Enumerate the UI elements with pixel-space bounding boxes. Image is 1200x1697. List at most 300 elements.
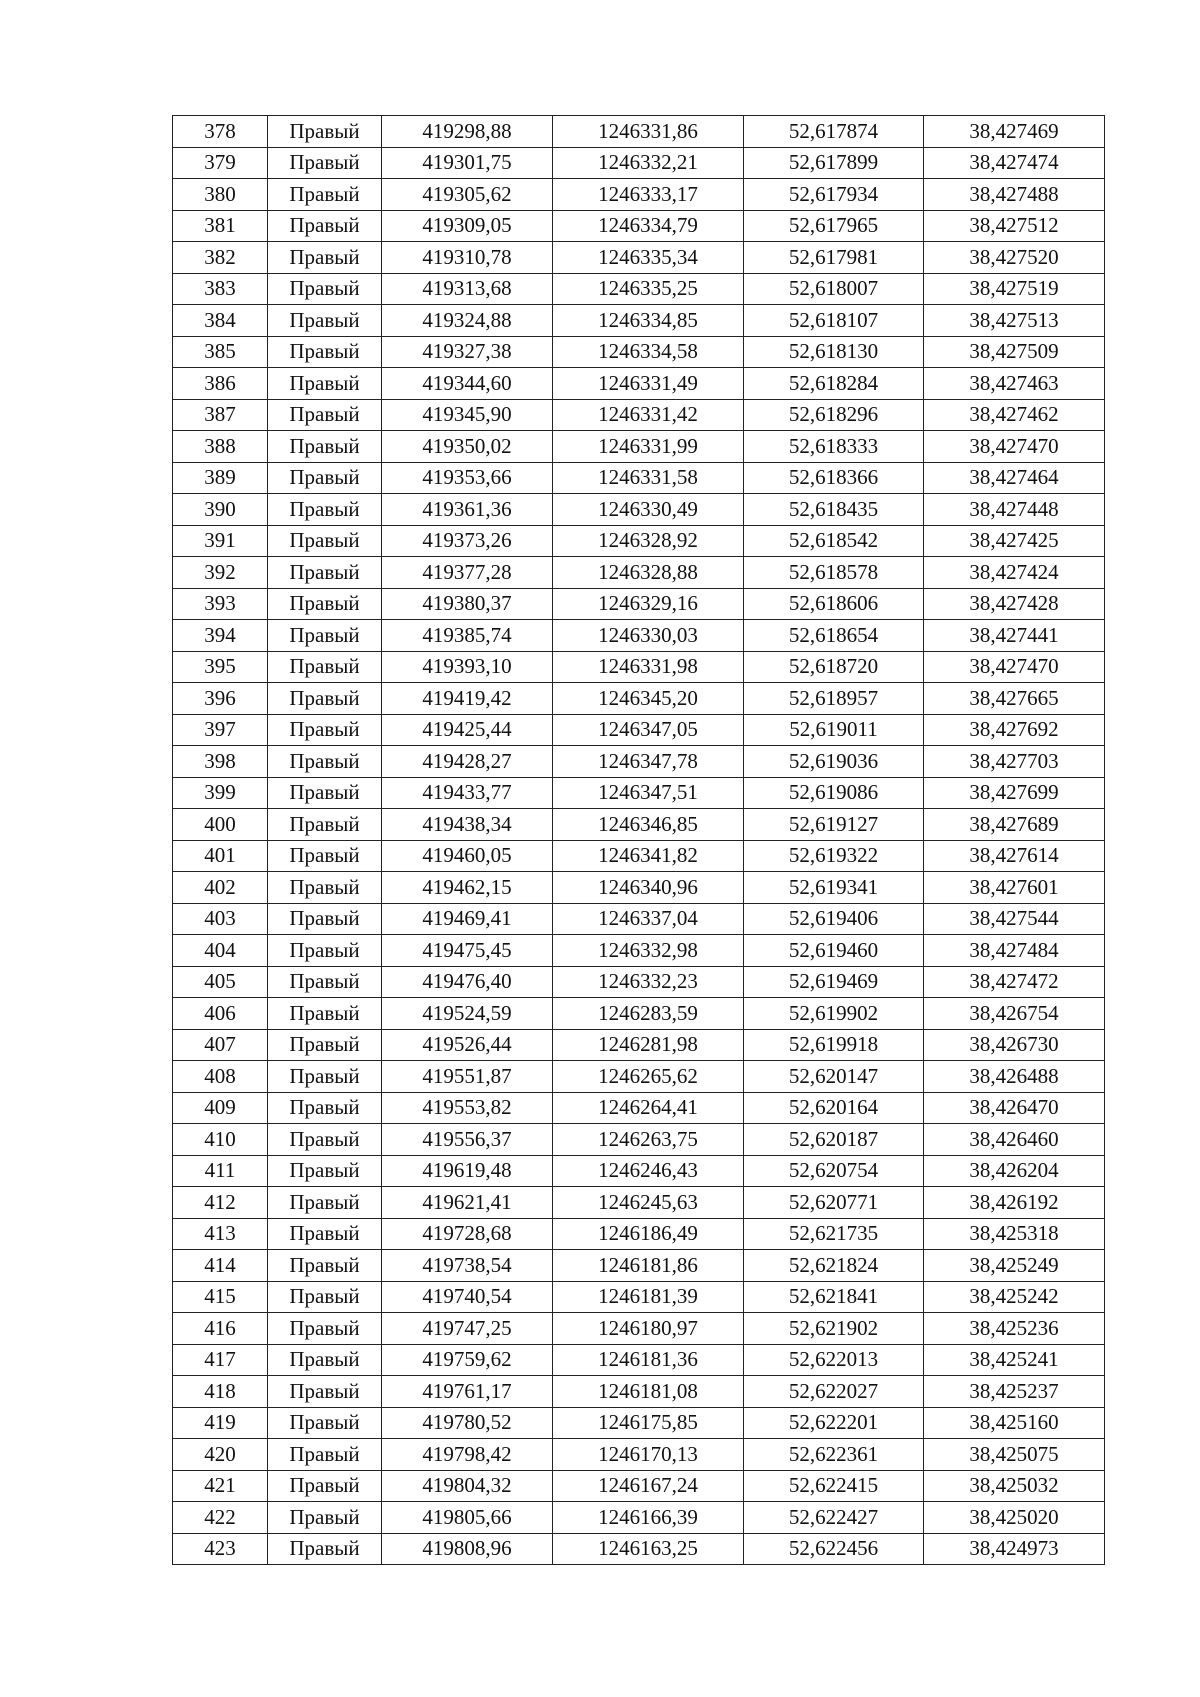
cell-longitude: 38,427470	[924, 431, 1105, 463]
cell-point-number: 381	[173, 210, 268, 242]
cell-coord-x: 419460,05	[382, 840, 553, 872]
cell-latitude: 52,619460	[744, 935, 924, 967]
cell-point-number: 411	[173, 1155, 268, 1187]
cell-longitude: 38,427424	[924, 557, 1105, 589]
cell-coord-y: 1246281,98	[553, 1029, 744, 1061]
cell-point-number: 386	[173, 368, 268, 400]
table-row	[173, 1029, 1105, 1061]
cell-bank-side: Правый	[268, 305, 382, 337]
cell-coord-x: 419345,90	[382, 399, 553, 431]
cell-coord-y: 1246166,39	[553, 1502, 744, 1534]
cell-longitude: 38,427425	[924, 525, 1105, 557]
table-row	[173, 1155, 1105, 1187]
cell-latitude: 52,620187	[744, 1124, 924, 1156]
cell-latitude: 52,621902	[744, 1313, 924, 1345]
table-row	[173, 746, 1105, 778]
cell-bank-side: Правый	[268, 620, 382, 652]
cell-latitude: 52,618542	[744, 525, 924, 557]
cell-coord-y: 1246186,49	[553, 1218, 744, 1250]
cell-longitude: 38,425020	[924, 1502, 1105, 1534]
cell-coord-x: 419377,28	[382, 557, 553, 589]
table-row	[173, 1092, 1105, 1124]
cell-coord-y: 1246245,63	[553, 1187, 744, 1219]
cell-bank-side: Правый	[268, 651, 382, 683]
cell-latitude: 52,618333	[744, 431, 924, 463]
cell-longitude: 38,427463	[924, 368, 1105, 400]
cell-longitude: 38,427464	[924, 462, 1105, 494]
cell-coord-x: 419556,37	[382, 1124, 553, 1156]
cell-longitude: 38,425160	[924, 1407, 1105, 1439]
cell-point-number: 405	[173, 966, 268, 998]
table-row	[173, 998, 1105, 1030]
cell-longitude: 38,427703	[924, 746, 1105, 778]
table-row	[173, 1313, 1105, 1345]
cell-point-number: 410	[173, 1124, 268, 1156]
table-row	[173, 1533, 1105, 1565]
cell-latitude: 52,619406	[744, 903, 924, 935]
cell-bank-side: Правый	[268, 273, 382, 305]
cell-point-number: 398	[173, 746, 268, 778]
cell-longitude: 38,425032	[924, 1470, 1105, 1502]
cell-latitude: 52,619036	[744, 746, 924, 778]
cell-latitude: 52,621735	[744, 1218, 924, 1250]
cell-latitude: 52,618957	[744, 683, 924, 715]
cell-latitude: 52,618435	[744, 494, 924, 526]
cell-longitude: 38,424973	[924, 1533, 1105, 1565]
table-row	[173, 147, 1105, 179]
cell-bank-side: Правый	[268, 683, 382, 715]
cell-bank-side: Правый	[268, 1344, 382, 1376]
cell-coord-y: 1246283,59	[553, 998, 744, 1030]
table-row	[173, 1187, 1105, 1219]
cell-point-number: 390	[173, 494, 268, 526]
cell-bank-side: Правый	[268, 210, 382, 242]
cell-bank-side: Правый	[268, 399, 382, 431]
cell-longitude: 38,426192	[924, 1187, 1105, 1219]
table-row	[173, 966, 1105, 998]
cell-point-number: 399	[173, 777, 268, 809]
cell-coord-x: 419805,66	[382, 1502, 553, 1534]
table-row	[173, 431, 1105, 463]
cell-coord-y: 1246347,51	[553, 777, 744, 809]
cell-longitude: 38,427601	[924, 872, 1105, 904]
cell-coord-x: 419393,10	[382, 651, 553, 683]
cell-longitude: 38,427469	[924, 116, 1105, 148]
table-row	[173, 714, 1105, 746]
table-row	[173, 1502, 1105, 1534]
cell-point-number: 378	[173, 116, 268, 148]
cell-coord-y: 1246334,85	[553, 305, 744, 337]
cell-bank-side: Правый	[268, 1502, 382, 1534]
cell-point-number: 408	[173, 1061, 268, 1093]
cell-coord-x: 419419,42	[382, 683, 553, 715]
cell-latitude: 52,619341	[744, 872, 924, 904]
table-row	[173, 651, 1105, 683]
cell-point-number: 384	[173, 305, 268, 337]
cell-coord-y: 1246330,49	[553, 494, 744, 526]
cell-latitude: 52,620771	[744, 1187, 924, 1219]
cell-bank-side: Правый	[268, 1218, 382, 1250]
cell-coord-x: 419462,15	[382, 872, 553, 904]
cell-longitude: 38,426488	[924, 1061, 1105, 1093]
cell-coord-x: 419524,59	[382, 998, 553, 1030]
table-row	[173, 1407, 1105, 1439]
cell-point-number: 400	[173, 809, 268, 841]
cell-point-number: 392	[173, 557, 268, 589]
cell-bank-side: Правый	[268, 588, 382, 620]
cell-coord-y: 1246337,04	[553, 903, 744, 935]
cell-coord-x: 419425,44	[382, 714, 553, 746]
cell-point-number: 383	[173, 273, 268, 305]
cell-coord-x: 419361,36	[382, 494, 553, 526]
cell-bank-side: Правый	[268, 1439, 382, 1471]
cell-latitude: 52,619918	[744, 1029, 924, 1061]
coordinates-table-body	[173, 116, 1105, 1565]
cell-point-number: 422	[173, 1502, 268, 1534]
cell-bank-side: Правый	[268, 998, 382, 1030]
cell-point-number: 402	[173, 872, 268, 904]
cell-coord-y: 1246264,41	[553, 1092, 744, 1124]
cell-coord-y: 1246328,92	[553, 525, 744, 557]
cell-point-number: 394	[173, 620, 268, 652]
cell-coord-y: 1246331,42	[553, 399, 744, 431]
table-row	[173, 462, 1105, 494]
cell-coord-x: 419780,52	[382, 1407, 553, 1439]
cell-point-number: 420	[173, 1439, 268, 1471]
cell-coord-x: 419305,62	[382, 179, 553, 211]
cell-latitude: 52,617899	[744, 147, 924, 179]
table-row	[173, 588, 1105, 620]
cell-latitude: 52,622361	[744, 1439, 924, 1471]
table-row	[173, 179, 1105, 211]
cell-coord-x: 419298,88	[382, 116, 553, 148]
table-row	[173, 872, 1105, 904]
cell-latitude: 52,618296	[744, 399, 924, 431]
cell-longitude: 38,427441	[924, 620, 1105, 652]
cell-latitude: 52,622427	[744, 1502, 924, 1534]
cell-longitude: 38,425075	[924, 1439, 1105, 1471]
cell-coord-x: 419621,41	[382, 1187, 553, 1219]
cell-latitude: 52,621841	[744, 1281, 924, 1313]
cell-coord-x: 419373,26	[382, 525, 553, 557]
cell-longitude: 38,426754	[924, 998, 1105, 1030]
cell-coord-y: 1246175,85	[553, 1407, 744, 1439]
table-row	[173, 620, 1105, 652]
table-row	[173, 305, 1105, 337]
cell-coord-y: 1246332,98	[553, 935, 744, 967]
cell-coord-y: 1246265,62	[553, 1061, 744, 1093]
cell-latitude: 52,620164	[744, 1092, 924, 1124]
cell-coord-y: 1246332,21	[553, 147, 744, 179]
cell-latitude: 52,620147	[744, 1061, 924, 1093]
cell-coord-y: 1246246,43	[553, 1155, 744, 1187]
cell-latitude: 52,618606	[744, 588, 924, 620]
cell-coord-x: 419385,74	[382, 620, 553, 652]
cell-coord-x: 419619,48	[382, 1155, 553, 1187]
table-row	[173, 525, 1105, 557]
table-row	[173, 336, 1105, 368]
cell-bank-side: Правый	[268, 1281, 382, 1313]
cell-coord-x: 419747,25	[382, 1313, 553, 1345]
cell-coord-x: 419553,82	[382, 1092, 553, 1124]
cell-longitude: 38,427692	[924, 714, 1105, 746]
cell-coord-x: 419728,68	[382, 1218, 553, 1250]
table-row	[173, 840, 1105, 872]
cell-bank-side: Правый	[268, 1187, 382, 1219]
cell-longitude: 38,427470	[924, 651, 1105, 683]
cell-longitude: 38,427513	[924, 305, 1105, 337]
cell-bank-side: Правый	[268, 494, 382, 526]
table-row	[173, 1124, 1105, 1156]
cell-point-number: 416	[173, 1313, 268, 1345]
cell-coord-y: 1246346,85	[553, 809, 744, 841]
cell-latitude: 52,617934	[744, 179, 924, 211]
cell-coord-y: 1246333,17	[553, 179, 744, 211]
table-row	[173, 1376, 1105, 1408]
cell-coord-y: 1246331,49	[553, 368, 744, 400]
cell-latitude: 52,618007	[744, 273, 924, 305]
cell-coord-y: 1246335,34	[553, 242, 744, 274]
cell-bank-side: Правый	[268, 935, 382, 967]
cell-coord-x: 419551,87	[382, 1061, 553, 1093]
cell-point-number: 414	[173, 1250, 268, 1282]
cell-latitude: 52,618284	[744, 368, 924, 400]
table-row	[173, 116, 1105, 148]
cell-point-number: 421	[173, 1470, 268, 1502]
cell-point-number: 412	[173, 1187, 268, 1219]
cell-longitude: 38,426730	[924, 1029, 1105, 1061]
cell-coord-x: 419476,40	[382, 966, 553, 998]
cell-bank-side: Правый	[268, 966, 382, 998]
cell-coord-y: 1246170,13	[553, 1439, 744, 1471]
cell-bank-side: Правый	[268, 242, 382, 274]
cell-coord-y: 1246181,36	[553, 1344, 744, 1376]
cell-bank-side: Правый	[268, 840, 382, 872]
cell-point-number: 415	[173, 1281, 268, 1313]
cell-coord-x: 419380,37	[382, 588, 553, 620]
cell-longitude: 38,427448	[924, 494, 1105, 526]
cell-bank-side: Правый	[268, 179, 382, 211]
cell-coord-y: 1246347,78	[553, 746, 744, 778]
cell-bank-side: Правый	[268, 1092, 382, 1124]
cell-bank-side: Правый	[268, 147, 382, 179]
cell-longitude: 38,425237	[924, 1376, 1105, 1408]
cell-latitude: 52,618130	[744, 336, 924, 368]
cell-point-number: 413	[173, 1218, 268, 1250]
cell-latitude: 52,622456	[744, 1533, 924, 1565]
cell-latitude: 52,618578	[744, 557, 924, 589]
cell-longitude: 38,427472	[924, 966, 1105, 998]
cell-bank-side: Правый	[268, 557, 382, 589]
cell-bank-side: Правый	[268, 746, 382, 778]
cell-longitude: 38,426460	[924, 1124, 1105, 1156]
cell-point-number: 409	[173, 1092, 268, 1124]
table-row	[173, 809, 1105, 841]
cell-coord-x: 419313,68	[382, 273, 553, 305]
cell-longitude: 38,427689	[924, 809, 1105, 841]
cell-bank-side: Правый	[268, 1533, 382, 1565]
cell-coord-x: 419324,88	[382, 305, 553, 337]
cell-coord-y: 1246263,75	[553, 1124, 744, 1156]
cell-coord-x: 419433,77	[382, 777, 553, 809]
cell-longitude: 38,426204	[924, 1155, 1105, 1187]
cell-latitude: 52,622415	[744, 1470, 924, 1502]
cell-bank-side: Правый	[268, 525, 382, 557]
cell-latitude: 52,622027	[744, 1376, 924, 1408]
cell-coord-x: 419310,78	[382, 242, 553, 274]
cell-longitude: 38,427428	[924, 588, 1105, 620]
cell-coord-x: 419475,45	[382, 935, 553, 967]
cell-bank-side: Правый	[268, 1155, 382, 1187]
cell-point-number: 382	[173, 242, 268, 274]
cell-latitude: 52,619902	[744, 998, 924, 1030]
cell-bank-side: Правый	[268, 872, 382, 904]
cell-latitude: 52,621824	[744, 1250, 924, 1282]
table-row	[173, 368, 1105, 400]
cell-longitude: 38,427484	[924, 935, 1105, 967]
cell-latitude: 52,620754	[744, 1155, 924, 1187]
cell-point-number: 407	[173, 1029, 268, 1061]
table-row	[173, 210, 1105, 242]
cell-latitude: 52,618654	[744, 620, 924, 652]
cell-coord-y: 1246330,03	[553, 620, 744, 652]
coordinates-table	[172, 115, 1105, 1565]
cell-bank-side: Правый	[268, 1029, 382, 1061]
cell-bank-side: Правый	[268, 777, 382, 809]
table-row	[173, 399, 1105, 431]
table-row	[173, 494, 1105, 526]
cell-coord-x: 419301,75	[382, 147, 553, 179]
cell-point-number: 395	[173, 651, 268, 683]
cell-coord-y: 1246347,05	[553, 714, 744, 746]
table-row	[173, 1439, 1105, 1471]
cell-bank-side: Правый	[268, 1124, 382, 1156]
table-row	[173, 903, 1105, 935]
cell-bank-side: Правый	[268, 1470, 382, 1502]
cell-longitude: 38,427474	[924, 147, 1105, 179]
cell-point-number: 397	[173, 714, 268, 746]
cell-bank-side: Правый	[268, 714, 382, 746]
cell-coord-y: 1246340,96	[553, 872, 744, 904]
cell-coord-y: 1246180,97	[553, 1313, 744, 1345]
cell-coord-y: 1246334,58	[553, 336, 744, 368]
cell-coord-y: 1246328,88	[553, 557, 744, 589]
cell-bank-side: Правый	[268, 462, 382, 494]
cell-coord-y: 1246331,98	[553, 651, 744, 683]
cell-longitude: 38,425241	[924, 1344, 1105, 1376]
cell-point-number: 406	[173, 998, 268, 1030]
cell-point-number: 423	[173, 1533, 268, 1565]
table-row	[173, 1250, 1105, 1282]
table-row	[173, 1470, 1105, 1502]
cell-coord-y: 1246332,23	[553, 966, 744, 998]
cell-longitude: 38,427544	[924, 903, 1105, 935]
cell-longitude: 38,426470	[924, 1092, 1105, 1124]
cell-bank-side: Правый	[268, 1407, 382, 1439]
cell-latitude: 52,618107	[744, 305, 924, 337]
table-row	[173, 242, 1105, 274]
cell-point-number: 389	[173, 462, 268, 494]
cell-longitude: 38,425236	[924, 1313, 1105, 1345]
cell-coord-x: 419350,02	[382, 431, 553, 463]
cell-coord-y: 1246181,39	[553, 1281, 744, 1313]
cell-point-number: 387	[173, 399, 268, 431]
cell-latitude: 52,617965	[744, 210, 924, 242]
cell-point-number: 393	[173, 588, 268, 620]
table-row	[173, 557, 1105, 589]
cell-coord-y: 1246331,99	[553, 431, 744, 463]
cell-latitude: 52,619322	[744, 840, 924, 872]
cell-point-number: 403	[173, 903, 268, 935]
table-row	[173, 935, 1105, 967]
cell-coord-x: 419327,38	[382, 336, 553, 368]
cell-bank-side: Правый	[268, 336, 382, 368]
cell-point-number: 404	[173, 935, 268, 967]
cell-point-number: 396	[173, 683, 268, 715]
cell-point-number: 419	[173, 1407, 268, 1439]
cell-point-number: 380	[173, 179, 268, 211]
table-row	[173, 1281, 1105, 1313]
cell-longitude: 38,427512	[924, 210, 1105, 242]
cell-longitude: 38,427488	[924, 179, 1105, 211]
cell-bank-side: Правый	[268, 1061, 382, 1093]
cell-bank-side: Правый	[268, 1313, 382, 1345]
table-row	[173, 273, 1105, 305]
cell-coord-x: 419808,96	[382, 1533, 553, 1565]
cell-coord-y: 1246163,25	[553, 1533, 744, 1565]
cell-coord-x: 419344,60	[382, 368, 553, 400]
cell-bank-side: Правый	[268, 116, 382, 148]
cell-coord-x: 419761,17	[382, 1376, 553, 1408]
table-row	[173, 1344, 1105, 1376]
cell-coord-y: 1246335,25	[553, 273, 744, 305]
cell-latitude: 52,619086	[744, 777, 924, 809]
cell-latitude: 52,622013	[744, 1344, 924, 1376]
cell-latitude: 52,619127	[744, 809, 924, 841]
cell-bank-side: Правый	[268, 809, 382, 841]
cell-bank-side: Правый	[268, 1250, 382, 1282]
cell-coord-y: 1246334,79	[553, 210, 744, 242]
cell-longitude: 38,425242	[924, 1281, 1105, 1313]
cell-coord-x: 419740,54	[382, 1281, 553, 1313]
cell-point-number: 385	[173, 336, 268, 368]
cell-latitude: 52,622201	[744, 1407, 924, 1439]
cell-longitude: 38,427614	[924, 840, 1105, 872]
cell-longitude: 38,425249	[924, 1250, 1105, 1282]
cell-coord-y: 1246329,16	[553, 588, 744, 620]
cell-longitude: 38,425318	[924, 1218, 1105, 1250]
cell-coord-x: 419438,34	[382, 809, 553, 841]
cell-longitude: 38,427519	[924, 273, 1105, 305]
cell-point-number: 391	[173, 525, 268, 557]
cell-coord-y: 1246181,86	[553, 1250, 744, 1282]
cell-coord-x: 419738,54	[382, 1250, 553, 1282]
cell-longitude: 38,427509	[924, 336, 1105, 368]
cell-bank-side: Правый	[268, 1376, 382, 1408]
cell-latitude: 52,619011	[744, 714, 924, 746]
cell-longitude: 38,427462	[924, 399, 1105, 431]
cell-latitude: 52,617874	[744, 116, 924, 148]
cell-bank-side: Правый	[268, 368, 382, 400]
cell-coord-x: 419759,62	[382, 1344, 553, 1376]
cell-point-number: 388	[173, 431, 268, 463]
table-row	[173, 683, 1105, 715]
table-row	[173, 1218, 1105, 1250]
cell-coord-x: 419798,42	[382, 1439, 553, 1471]
cell-latitude: 52,618366	[744, 462, 924, 494]
cell-latitude: 52,619469	[744, 966, 924, 998]
cell-point-number: 418	[173, 1376, 268, 1408]
